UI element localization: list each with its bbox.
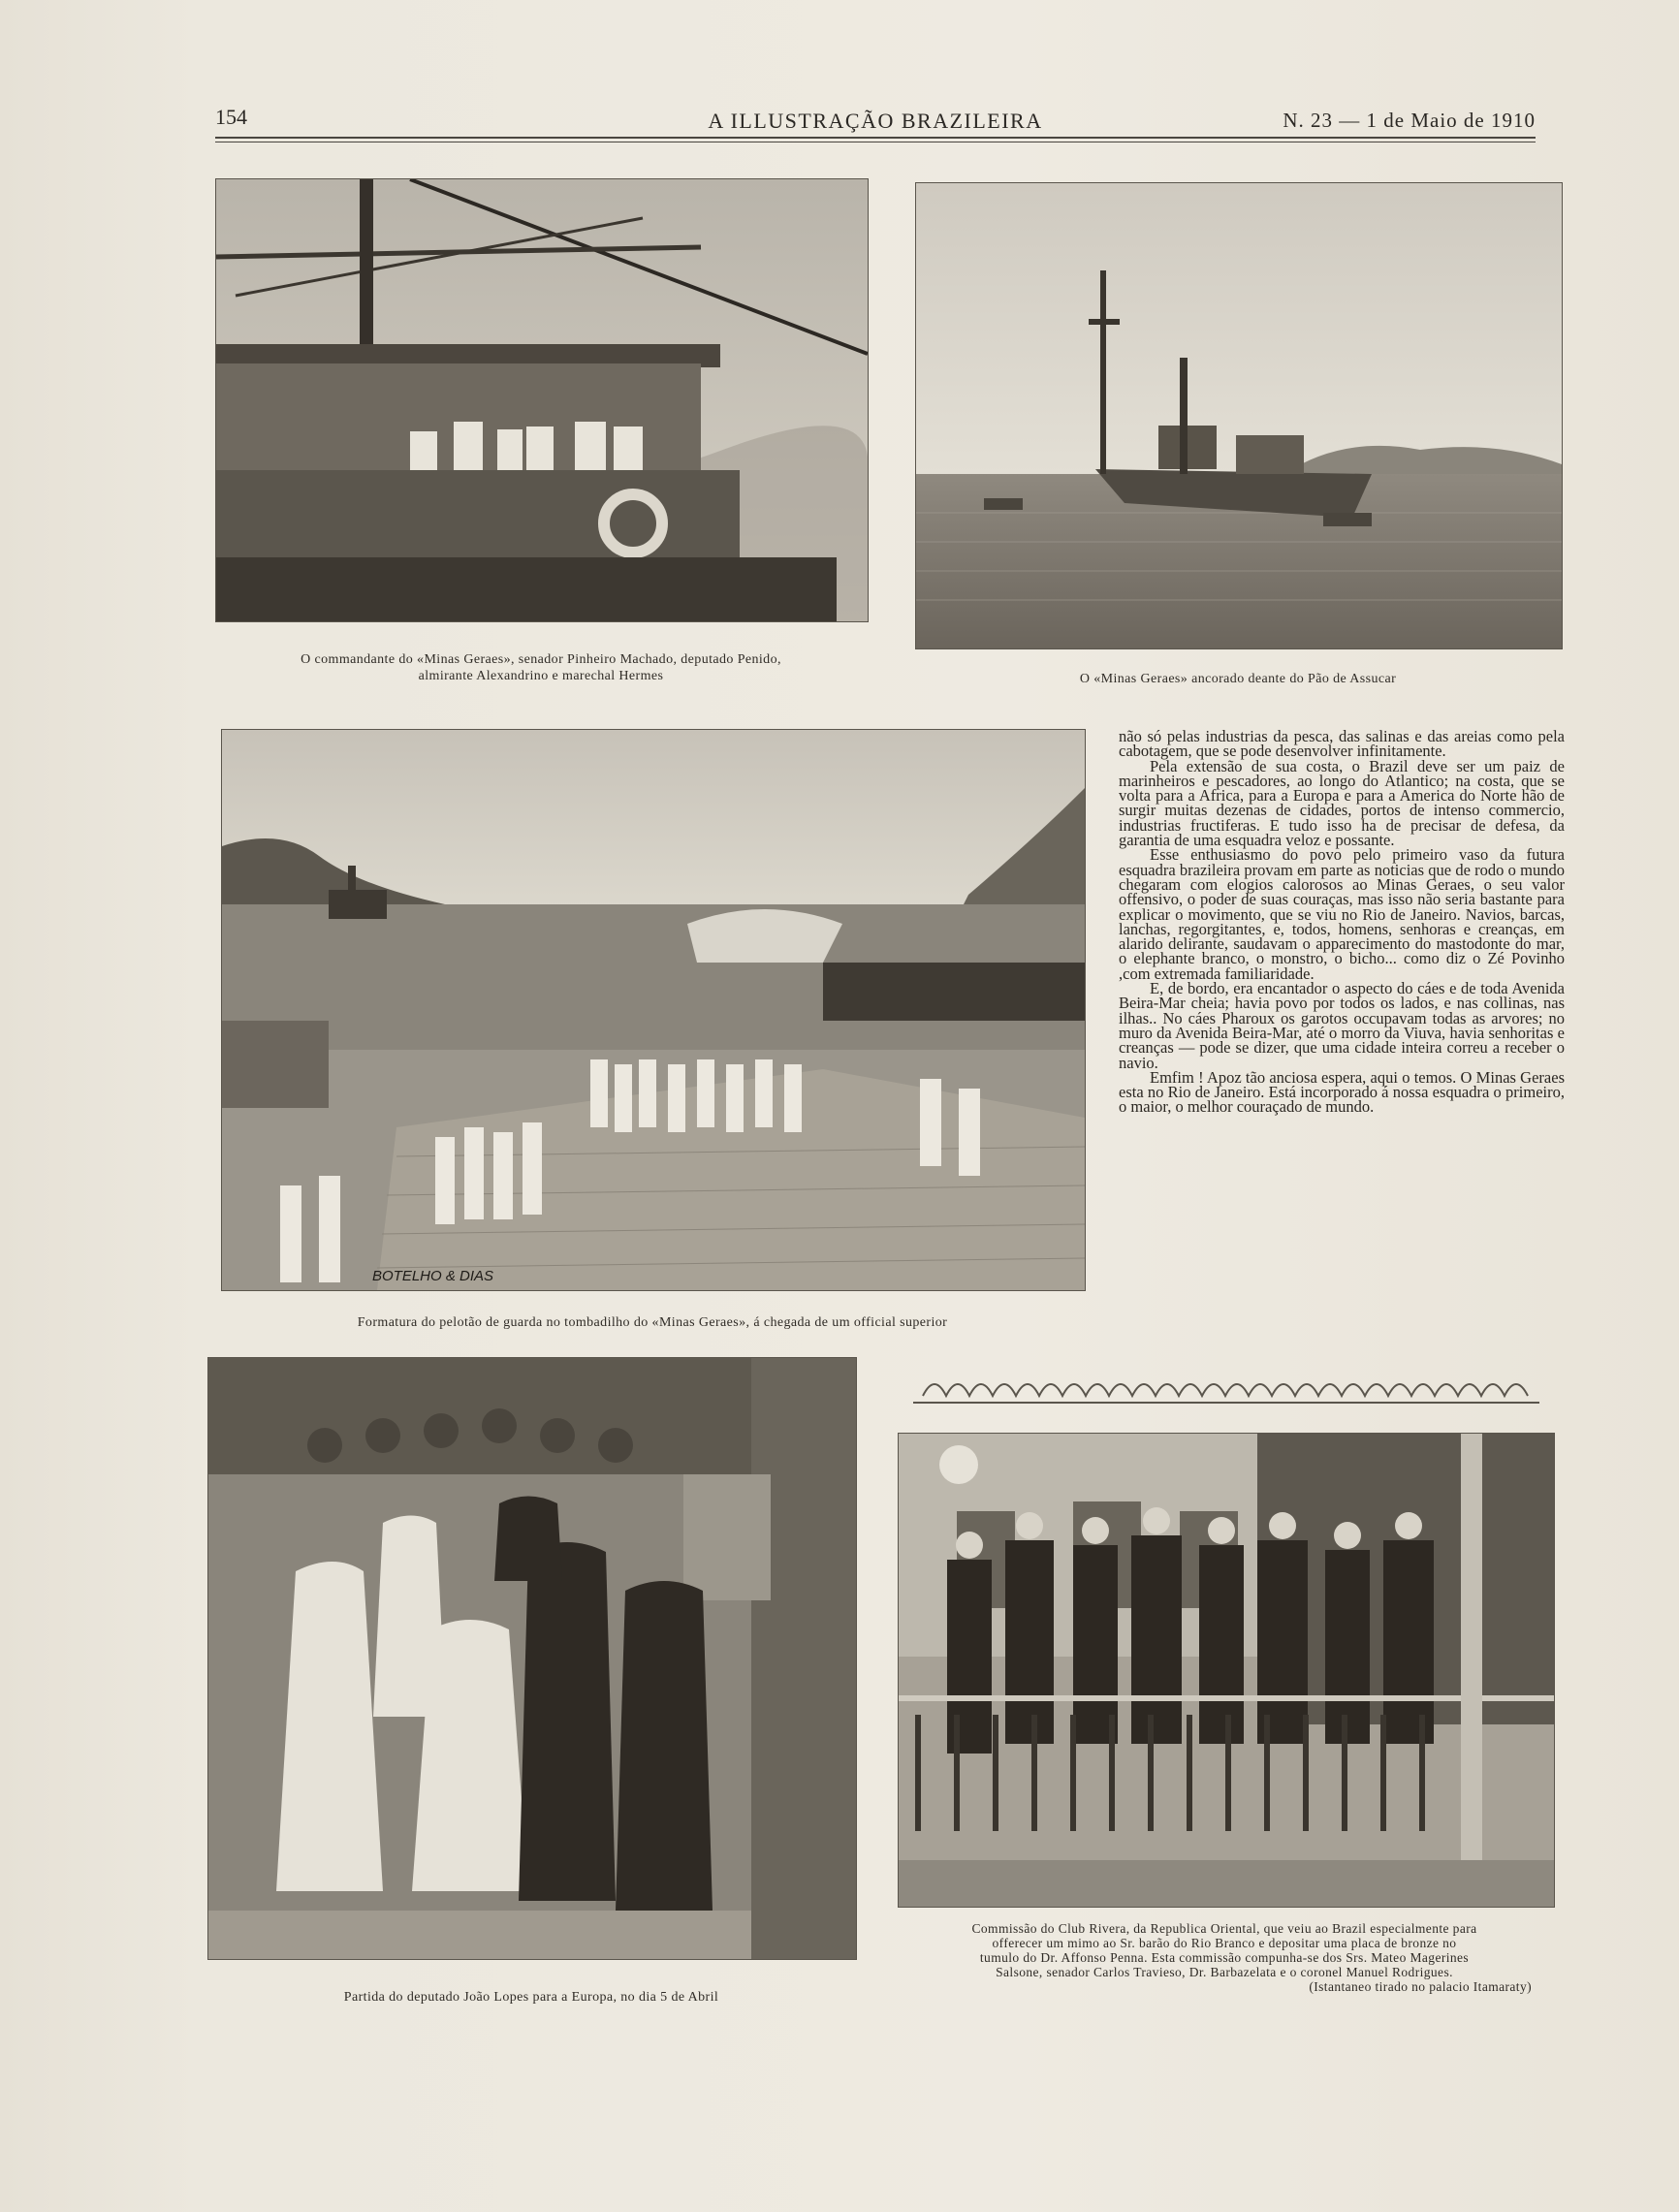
caption-line: Salsone, senador Carlos Travieso, Dr. Barbazelata e o coronel Manuel Rodrigues. — [996, 1965, 1453, 1979]
caption-line: Partida do deputado João Lopes para a Europa, no dia 5 de Abril — [343, 1990, 719, 2005]
caption-credit: (Istantaneo tirado no palacio Itamaraty) — [1309, 1979, 1532, 1994]
ornamental-divider — [913, 1367, 1539, 1407]
article-paragraph: Emfim ! Apoz tão anciosa espera, aqui o temos. O Minas Geraes esta no Rio de Janeiro. Está incorporado á nossa esquadra o primeiro, o maior, o melhor couraçado de mundo. — [1119, 1067, 1565, 1117]
caption-line: tumulo do Dr. Affonso Penna. Esta commissão compunha-se dos Srs. Mateo Magerines — [979, 1950, 1470, 1965]
caption-line: offerecer um mimo ao Sr. barão do Rio Branco e depositar uma placa de bronze no — [992, 1936, 1457, 1950]
photo-signature: BOTELHO & DIAS — [372, 1268, 494, 1284]
caption-photo-2 — [915, 671, 1561, 687]
photo-guard-formation — [221, 729, 1086, 1291]
publication-title: A ILLUSTRAÇÃO BRAZILEIRA — [708, 109, 1043, 133]
article-paragraph: Pela extensão de sua costa, o Brazil deve ser um paiz de marinheiros e pescadores, ao longo do Atlantico; na costa, que se volta para a Africa, para a Europa e para a America do Norte hão de surgir muitas dezenas de cidades, portos de intenso commercio, industrias fructiferas. E tudo isso ha de precisar de defesa, da garantia de uma esquadra veloz e possante. — [1119, 756, 1565, 850]
caption-line: O «Minas Geraes» ancorado deante do Pão de Assucar — [1079, 672, 1397, 686]
photo-commission-itamaraty — [898, 1433, 1555, 1908]
caption-photo-1 — [215, 651, 867, 684]
page-number: 154 — [215, 105, 247, 129]
issue-date: N. 23 — 1 de Maio de 1910 — [1283, 109, 1536, 132]
header-rule — [215, 137, 1536, 139]
photo-deputy-departure — [207, 1357, 857, 1960]
article-column — [1119, 729, 1565, 1115]
caption-line: Formatura do pelotão de guarda no tombadilho do «Minas Geraes», á chegada de um official superior — [357, 1315, 948, 1330]
caption-line: Commissão do Club Rivera, da Republica Oriental, que veiu ao Brazil especialmente para — [971, 1921, 1477, 1936]
photo-ship-anchored — [915, 182, 1563, 649]
caption-photo-4 — [207, 1989, 855, 2006]
caption-line: O commandante do «Minas Geraes», senador Pinheiro Machado, deputado Penido, — [301, 652, 781, 667]
article-paragraph: Esse enthusiasmo do povo pelo primeiro vaso da futura esquadra brazileira provam em parte as noticias que de rodo o mundo chegaram com elogios calorosos ao Minas Geraes, o seu valor offensivo, o poder de suas couraças, mas isso não seria bastante para explicar o movimento, que se viu no Rio de Janeiro. Navios, barcas, lanchas, regorgitantes, e, todos, homens, senhoras e creanças, em alarido delirante, saudavam o apparecimento do mastodonte do mar, o elephante branco, o monstro, o bicho... como diz o Zé Povinho ,com extremada familiaridade. — [1119, 845, 1565, 983]
article-paragraph: E, de bordo, era encantador o aspecto do cáes e de toda Avenida Beira-Mar cheia; havia povo por todos os lados, e nas collinas, nas ilhas.. No cáes Pharoux os garotos occupavam todas as arvores; no muro da Avenida Beira-Mar, até o morro da Viuva, havia senhoritas e creanças — pode se dizer, que uma cidade inteira correu a receber o navio. — [1119, 979, 1565, 1072]
caption-photo-5 — [888, 1921, 1561, 1994]
caption-photo-3 — [221, 1314, 1084, 1331]
caption-line: almirante Alexandrino e marechal Hermes — [418, 669, 664, 683]
article-paragraph: não só pelas industrias da pesca, das salinas e das areias como pela cabotagem, que se pode desenvolver infinitamente. — [1119, 727, 1565, 761]
photo-ship-bridge — [215, 178, 869, 622]
